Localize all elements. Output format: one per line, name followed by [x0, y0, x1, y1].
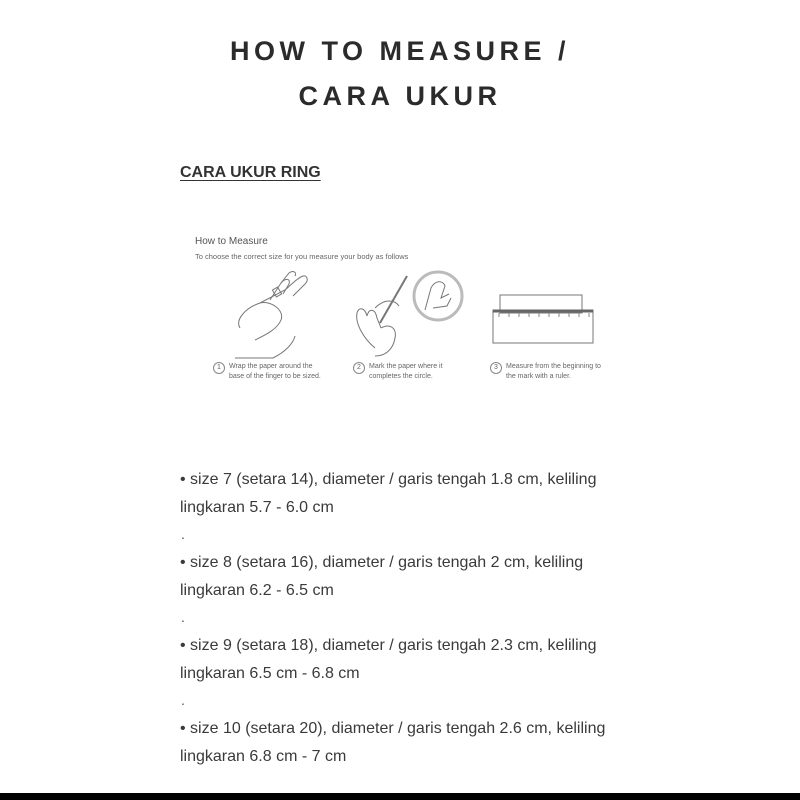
ruler-icon — [493, 295, 593, 343]
hand-wrap-icon — [235, 272, 307, 358]
page-title-line-1: HOW TO MEASURE / — [229, 36, 570, 66]
step-text-line-2: completes the circle. — [369, 373, 433, 380]
step-text-line-1: Wrap the paper around the — [229, 363, 313, 370]
step-text-line-2: base of the finger to be sized. — [229, 373, 321, 380]
step-number-badge: 2 — [353, 362, 365, 374]
step-number-badge: 3 — [490, 362, 502, 374]
step-2 — [353, 362, 443, 382]
page-title-line-2: CARA UKUR — [298, 81, 502, 111]
how-to-measure-figure — [185, 228, 625, 398]
size-item-7: • size 7 (setara 14), diameter / garis tengah 1.8 cm, keliling lingkaran 5.7 - 6.0 cm — [180, 471, 597, 516]
step-text-line-1: Measure from the beginning to — [506, 363, 601, 370]
figure-title: How to Measure — [195, 236, 268, 247]
size-item-8: • size 8 (setara 16), diameter / garis tengah 2 cm, keliling lingkaran 6.2 - 6.5 cm — [180, 554, 584, 599]
bottom-bar — [0, 793, 800, 800]
step-3 — [490, 362, 601, 382]
size-item-10: • size 10 (setara 20), diameter / garis tengah 2.6 cm, keliling lingkaran 6.8 cm - 7 cm — [180, 720, 606, 765]
step-number-badge: 1 — [213, 362, 225, 374]
step-text-line-2: the mark with a ruler. — [506, 373, 571, 380]
separator-dot: . — [181, 609, 185, 625]
step-text-line-1: Mark the paper where it — [369, 363, 443, 370]
separator-dot: . — [181, 692, 185, 708]
figure-subtitle: To choose the correct size for you measure your body as follows — [195, 252, 409, 261]
separator-dot: . — [181, 526, 185, 542]
hand-pen-mark-icon — [357, 272, 462, 356]
step-1 — [213, 362, 321, 382]
section-heading: CARA UKUR RING — [180, 164, 321, 181]
size-item-9: • size 9 (setara 18), diameter / garis tengah 2.3 cm, keliling lingkaran 6.5 cm - 6.8 cm — [180, 637, 597, 682]
